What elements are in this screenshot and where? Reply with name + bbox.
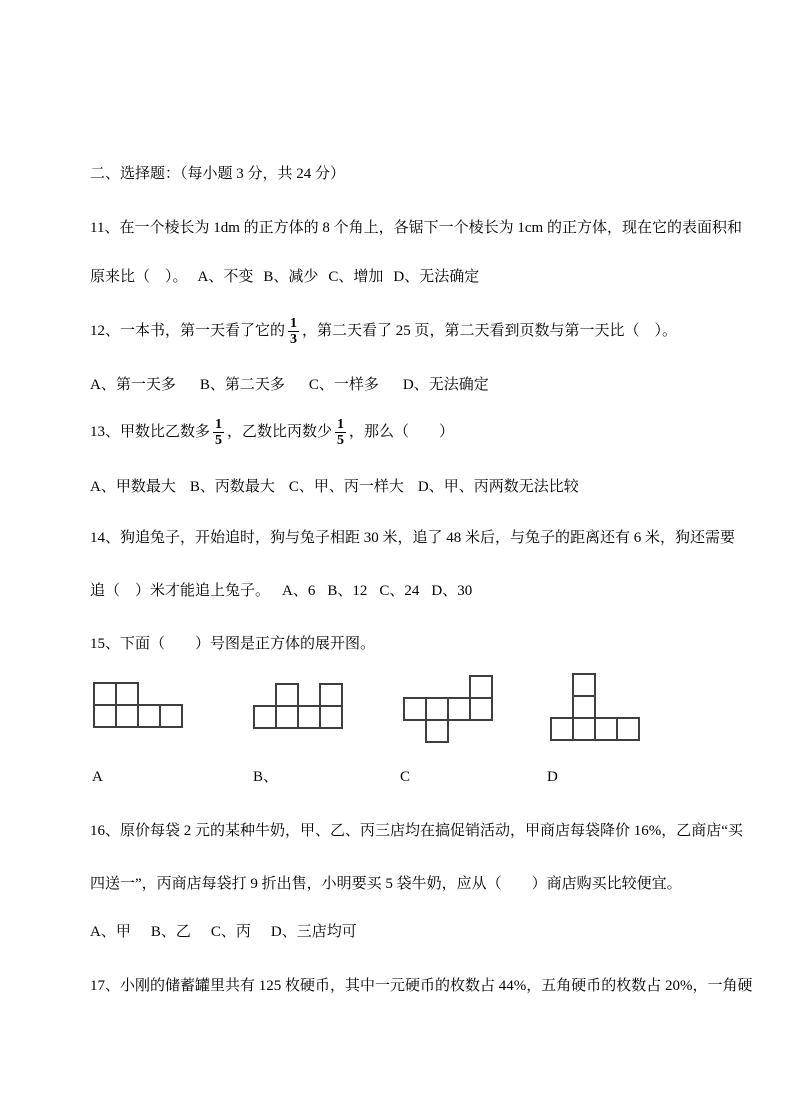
q16-option-a: A、甲 [90,924,131,940]
fraction-one-fifth [213,417,224,448]
q14-options-line [90,582,472,601]
net-square [159,704,183,728]
fraction-numerator: 1 [290,315,298,331]
q12-option-a: A、第一天多 [90,377,176,393]
figure-b-label: B、 [253,769,279,785]
net-square [469,697,493,721]
net-square [594,717,618,741]
q13-options-line [90,478,579,497]
q14-option-b: B、12 [327,583,368,599]
q12-option-c: C、一样多 [308,377,379,393]
q13-text-a: 13、甲数比乙数多 [90,423,211,440]
q12-text-a: 12、一本书，第一天看了它的 [90,322,286,339]
fraction-denominator: 5 [337,432,345,448]
fraction-denominator: 3 [290,331,298,347]
q13-option-b: B、丙数最大 [189,479,275,495]
q12-text-b: ，第二天看了 25 页，第二天看到页数与第一天比（ ）。 [302,322,678,339]
net-square [93,682,117,706]
q11-text-line1: 11、在一个棱长为 1dm 的正方体的 8 个角上，各锯下一个棱长为 1cm 的正方体，现在它的表面积和 [90,220,742,236]
q15-text-line1: 15、下面（ ）号图是正方体的展开图。 [90,636,376,652]
q11-option-c: C、增加 [328,269,384,285]
q14-option-d: D、30 [431,583,473,599]
q11-option-b: B、减少 [263,269,319,285]
q11-option-a: A、不变 [197,269,254,285]
fraction-one-fifth [335,417,346,448]
net-square [319,683,343,707]
q17-text-line1: 17、小刚的储蓄罐里共有 125 枚硬币，其中一元硬币的枚数占 44%，五角硬币的枚数占 20%，一角硬 [90,978,753,994]
net-square [115,704,139,728]
q16-text-line1: 16、原价每袋 2 元的某种牛奶，甲、乙、丙三店均在搞促销活动，甲商店每袋降价 16%，乙商店“买 [90,823,743,839]
q13-option-c: C、甲、丙一样大 [288,479,404,495]
q13-option-d: D、甲、丙两数无法比较 [417,479,579,495]
q16-options-line [90,923,357,942]
net-square [253,705,277,729]
net-square [93,704,117,728]
q12-text-line1 [90,310,677,352]
net-square [275,683,299,707]
q11-option-d: D、无法确定 [393,269,480,285]
q13-text-line1 [90,411,454,453]
net-square [572,673,596,697]
net-square [275,705,299,729]
figure-c-label: C [400,769,411,785]
q16-option-d: D、三店均可 [270,924,357,940]
figure-d-label: D [547,769,558,785]
q12-options-line [90,376,489,395]
net-square [572,695,596,719]
q14-text-line2-prefix: 追（ ）米才能追上兔子。 [90,583,271,599]
net-square [137,704,161,728]
q11-text-line2-prefix: 原来比（ ）。 [90,269,188,285]
net-square [115,682,139,706]
fraction-numerator: 1 [337,416,345,432]
q14-text-line1: 14、狗追兔子，开始追时，狗与兔子相距 30 米，追了 48 米后，与兔子的距离还有 6 米，狗还需要 [90,530,736,546]
figure-a-label: A [92,769,103,785]
q13-text-c: ，那么（ ） [349,423,455,440]
q16-option-c: C、丙 [210,924,251,940]
net-square [469,675,493,699]
net-square [297,705,321,729]
q11-options-line [90,268,479,287]
net-square [425,697,449,721]
q13-option-a: A、甲数最大 [90,479,176,495]
net-square [319,705,343,729]
net-square [403,697,427,721]
q13-text-b: ，乙数比丙数少 [227,423,333,440]
section-title: 二、选择题：（每小题 3 分，共 24 分） [90,166,346,182]
q16-text-line2: 四送一”，丙商店每袋打 9 折出售，小明要买 5 袋牛奶，应从（ ）商店购买比较便宜。 [90,876,682,892]
net-square [572,717,596,741]
net-square [447,697,471,721]
fraction-denominator: 5 [215,432,223,448]
q12-option-b: B、第二天多 [199,377,285,393]
fraction-numerator: 1 [215,416,223,432]
q12-option-d: D、无法确定 [402,377,489,393]
net-square [425,719,449,743]
q16-option-b: B、乙 [150,924,191,940]
net-square [550,717,574,741]
net-square [616,717,640,741]
q14-option-a: A、6 [282,583,316,599]
q14-option-c: C、24 [379,583,420,599]
fraction-one-third [288,316,299,347]
